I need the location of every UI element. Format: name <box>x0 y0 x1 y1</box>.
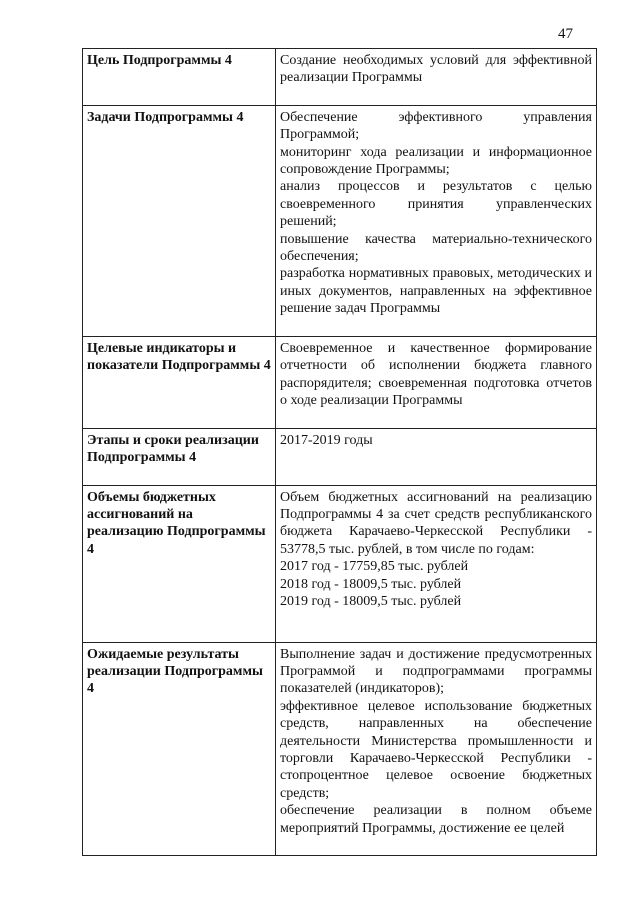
value-line: 2017 год - 17759,85 тыс. рублей <box>280 559 469 575</box>
row-label-goal: Цель Подпрограммы 4 <box>83 49 276 106</box>
row-value-indicators <box>276 336 597 428</box>
table-row-goal <box>83 49 597 106</box>
value-line: повышение качества материально-технического обеспечения; <box>280 231 592 265</box>
table-row-budget <box>83 485 597 642</box>
value-line: обеспечение реализации в полном объеме мероприятий Программы, достижение ее целей <box>280 803 592 836</box>
page-number: 47 <box>558 26 573 42</box>
table-row-stages <box>83 428 597 485</box>
value-line: Выполнение задач и достижение предусмотренных Программой и подпрограммами программы показателей (индикаторов); <box>280 646 592 697</box>
value-line: Создание необходимых условий для эффективной реализации Программы <box>280 53 592 86</box>
table-row-results <box>83 642 597 855</box>
row-label-budget: Объемы бюджетных ассигнований на реализацию Подпрограммы 4 <box>83 485 276 642</box>
row-value-stages <box>276 428 597 485</box>
row-value-tasks <box>276 105 597 336</box>
value-line: Своевременное и качественное формирование отчетности об исполнении бюджета главного распорядителя; своевременная подготовка отчетов о ходе реализации Программы <box>280 340 592 408</box>
subprogram-passport-table <box>82 48 597 856</box>
row-value-results <box>276 642 597 855</box>
table-row-tasks <box>83 105 597 336</box>
row-label-stages: Этапы и сроки реализации Подпрограммы 4 <box>83 428 276 485</box>
value-line: 2018 год - 18009,5 тыс. рублей <box>280 576 462 592</box>
value-line: мониторинг хода реализации и информационное сопровождение Программы; <box>280 144 592 178</box>
row-label-indicators: Целевые индикаторы и показатели Подпрограммы 4 <box>83 336 276 428</box>
value-line: эффективное целевое использование бюджетных средств, направленных на обеспечение деятельности Министерства промышленности и торговли Карачаево-Черкесской Республики - стопроцентное целевое освоение бюджетных средств; <box>280 698 592 801</box>
table-row-indicators <box>83 336 597 428</box>
value-line: разработка нормативных правовых, методических и иных документов, направленных на эффективное решение задач Программы <box>280 266 592 317</box>
value-line: Обеспечение эффективного управления Программой; <box>280 109 592 143</box>
row-value-budget <box>276 485 597 642</box>
value-line: анализ процессов и результатов с целью своевременного принятия управленческих решений; <box>280 179 592 230</box>
value-line: 2019 год - 18009,5 тыс. рублей <box>280 593 462 609</box>
row-label-tasks: Задачи Подпрограммы 4 <box>83 105 276 336</box>
value-line: 2017-2019 годы <box>280 432 373 448</box>
row-value-goal <box>276 49 597 106</box>
value-line: Объем бюджетных ассигнований на реализацию Подпрограммы 4 за счет средств республиканского бюджета Карачаево-Черкесской Республики - 53778,5 тыс. рублей, в том числе по годам: <box>280 489 592 557</box>
row-label-results: Ожидаемые результаты реализации Подпрограммы 4 <box>83 642 276 855</box>
